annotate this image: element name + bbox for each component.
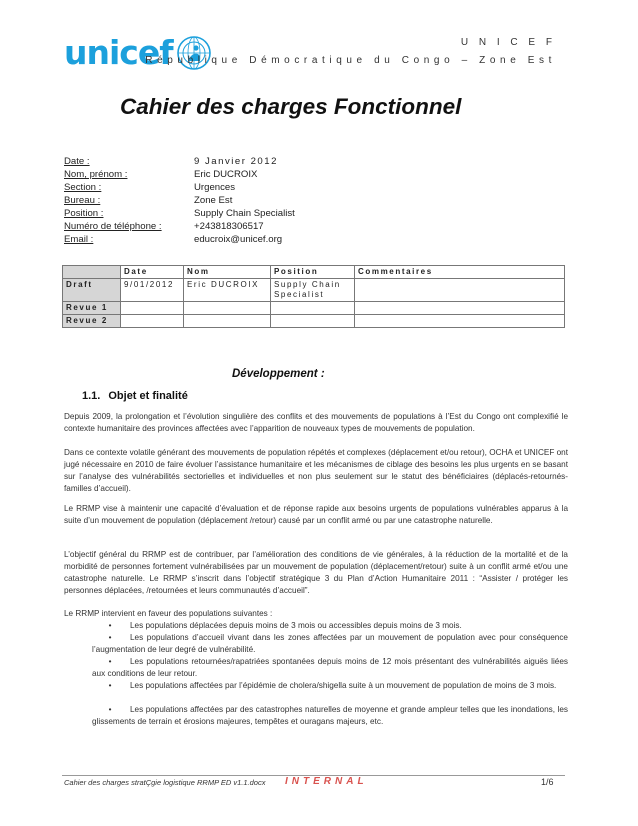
meta-label: Position : <box>64 208 104 219</box>
table-cell <box>121 315 184 328</box>
table-cell: Eric DUCROIX <box>184 279 271 302</box>
list-item <box>92 680 568 692</box>
row-label: Revue 1 <box>63 302 121 315</box>
table-header-row <box>63 266 565 279</box>
footer-filename: Cahier des charges stratÇgie logistique RRMP ED v1.1.docx <box>64 778 266 787</box>
logo-wordmark: unicef <box>64 33 173 72</box>
table-header-empty <box>63 266 121 279</box>
list-item-text: Les populations retournées/rapatriées spontanées depuis moins de 12 mois présentant des vulnérabilités aiguës liées aux conditions de leur retour. <box>92 657 568 678</box>
table-cell <box>121 302 184 315</box>
meta-label: Email : <box>64 234 94 245</box>
bullet-marker: • <box>108 633 112 642</box>
list-item-text: Les populations affectées par des catastrophes naturelles de moyenne et grande ampleur telles que les inondations, les glissements de terrain et érosions majeures, tempêtes et ouragans majeurs, etc. <box>92 705 568 726</box>
table-header: Position <box>271 266 355 279</box>
meta-label: Bureau : <box>64 195 101 206</box>
unicef-logo <box>64 33 212 73</box>
paragraph: Le RRMP intervient en faveur des populations suivantes : <box>64 609 273 618</box>
table-cell: Supply Chain Specialist <box>271 279 355 302</box>
meta-value: +243818306517 <box>194 221 264 232</box>
bullet-marker: • <box>108 681 112 690</box>
meta-value: Supply Chain Specialist <box>194 208 295 219</box>
table-cell <box>271 302 355 315</box>
table-cell <box>355 315 565 328</box>
meta-value: Urgences <box>194 182 236 193</box>
subsection-title: Objet et finalité <box>108 390 188 402</box>
bullet-marker: • <box>108 705 112 714</box>
list-item <box>92 656 568 680</box>
paragraph: Dans ce contexte volatile générant des mouvements de population répétés et complexes (déplacement et/ou retour), OCHA et UNICEF ont jugé nécessaire en 2010 de faire évoluer l’assistance humanitaire et les mécanismes de ciblage des besoins les plus urgents en se basant sur l’analyse des vulnérabilités sectorielles et individuelles et non plus seulement sur le statut des bénéficiaires (déplacés-retournés-familles d’accueil). <box>64 448 568 493</box>
revision-table <box>62 265 565 328</box>
table-cell <box>184 315 271 328</box>
meta-value: 9 Janvier 2012 <box>194 156 278 167</box>
list-item-text: Les populations d’accueil vivant dans les zones affectées par un mouvement de population avec pour conséquence l’augmentation de leur degré de vulnérabilité. <box>92 633 568 654</box>
table-row <box>63 279 565 302</box>
list-item-text: Les populations affectées par l’épidémie de cholera/shigella suite à un mouvement de population de moins de 3 mois. <box>130 681 557 690</box>
list-item <box>92 632 568 656</box>
paragraph: Le RRMP vise à maintenir une capacité d’évaluation et de réponse rapide aux besoins urgents de populations vulnérables apparus à la suite d’un mouvement de population (déplacement /retour) causé par un conflit armé ou par une catastrophe naturelle. <box>64 504 568 525</box>
paragraph: L’objectif général du RRMP est de contribuer, par l’amélioration des conditions de vie générales, à la réduction de la mortalité et de la morbidité de personnes fortement vulnérabilisées par un mouvement de population (déplacement/retour) suite à un conflit armé et/ou une catastrophe naturelle. Le RRMP s’inscrit dans l’objectif stratégique 3 du Plan d’Action Humanitaire 2011 : “Assister / protéger les personnes déplacées, /retournées et leurs communautés d’accueil”. <box>64 550 568 595</box>
table-cell: 9/01/2012 <box>121 279 184 302</box>
table-cell <box>271 315 355 328</box>
bullet-marker: • <box>108 657 112 666</box>
table-header: Date <box>121 266 184 279</box>
table-cell <box>355 279 565 302</box>
row-label: Draft <box>63 279 121 302</box>
meta-value: Eric DUCROIX <box>194 169 258 180</box>
table-cell <box>355 302 565 315</box>
list-item <box>92 704 568 728</box>
meta-value: Zone Est <box>194 195 233 206</box>
list-item-text: Les populations déplacées depuis moins de 3 mois ou accessibles depuis moins de 3 mois. <box>130 621 462 630</box>
bullet-marker: • <box>108 621 112 630</box>
document-title: Cahier des charges Fonctionnel <box>120 94 462 119</box>
meta-label: Nom, prénom : <box>64 169 128 180</box>
table-cell <box>184 302 271 315</box>
meta-label: Numéro de téléphone : <box>64 221 162 232</box>
org-name: U N I C E F <box>460 37 556 48</box>
table-row <box>63 315 565 328</box>
footer-classification: INTERNAL <box>285 776 368 787</box>
page-number: 1/6 <box>541 777 554 787</box>
list-item <box>92 620 568 632</box>
meta-label: Section : <box>64 182 102 193</box>
subsection-heading <box>82 390 188 402</box>
row-label: Revue 2 <box>63 315 121 328</box>
section-heading: Développement : <box>232 368 325 380</box>
table-header: Nom <box>184 266 271 279</box>
meta-value: educroix@unicef.org <box>194 234 283 245</box>
paragraph: Depuis 2009, la prolongation et l’évolution singulière des conflits et des mouvements de populations à l’Est du Congo ont complexifié le contexte humanitaire des provinces affectées avec l’apparition de nouveaux types de mouvements de population. <box>64 412 568 433</box>
table-row <box>63 302 565 315</box>
table-header: Commentaires <box>355 266 565 279</box>
subsection-number: 1.1. <box>82 390 101 402</box>
meta-label: Date : <box>64 156 90 167</box>
org-subtitle: République Démocratique du Congo – Zone Est <box>145 55 556 66</box>
